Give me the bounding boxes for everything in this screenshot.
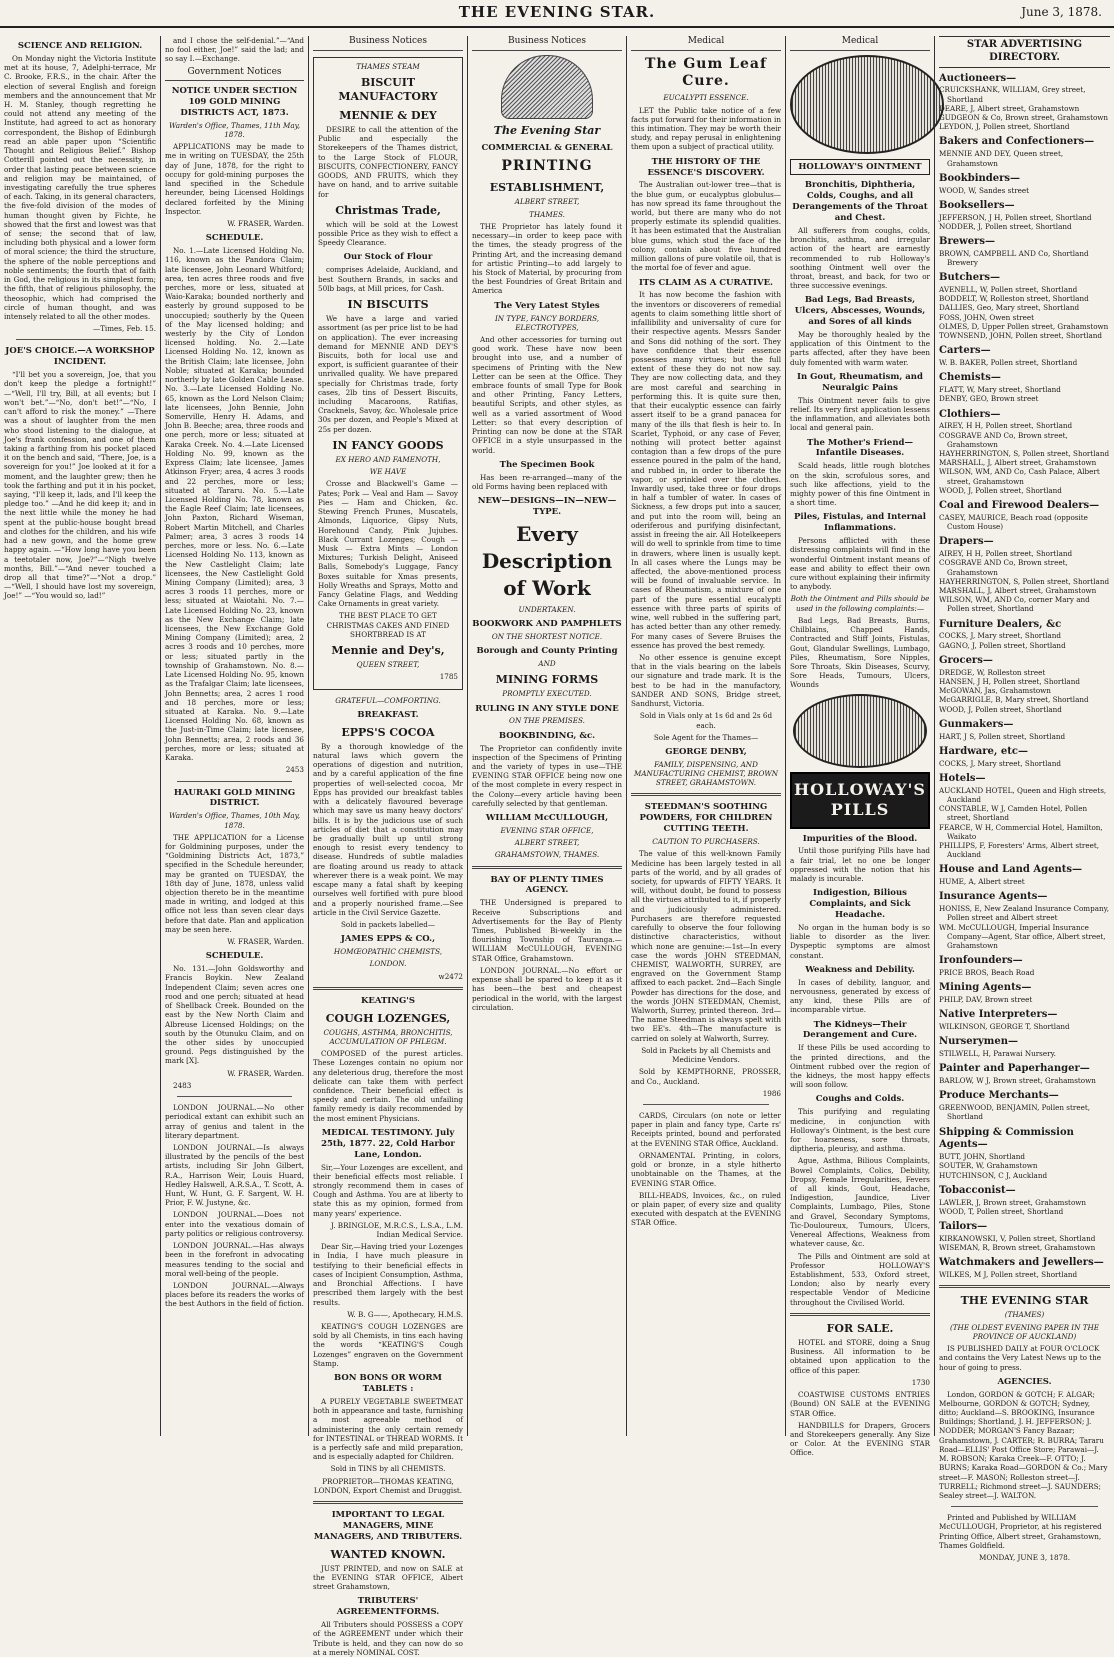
- steedman-caution: CAUTION TO PURCHASERS.: [652, 837, 760, 847]
- mennie-ref: 1785: [439, 672, 458, 682]
- biscuits-title: IN BISCUITS: [347, 297, 429, 311]
- directory-entry: PHILLIPS, F, Foresters' Arms, Albert street, Auckland: [939, 840, 1100, 860]
- directory-heading: Tailors—: [939, 1221, 988, 1233]
- directory-entry: DREDGE, W, Rolleston street: [939, 667, 1046, 677]
- directory-heading: Tobacconist—: [939, 1184, 1016, 1196]
- bronchitis-title: Bronchitis, Diphtheria, Colds, Coughs, and all Derangements of the Throat and Chest.: [792, 180, 928, 224]
- agent-title: FAMILY, DISPENSING, AND MANUFACTURING CHEMIST, BROWN STREET, GRAHAMSTOWN.: [633, 759, 779, 788]
- owner-street: ALBERT STREET,: [514, 838, 580, 848]
- column-1: [4, 36, 156, 1436]
- piles-text: Persons afflicted with these distressing complaints will find in the wonderful Ointment instant means of ease and ability to effect their own cure without explaining their infirmity to anybody.: [790, 536, 930, 592]
- keating-name: COUGH LOZENGES,: [325, 1011, 451, 1025]
- hauraki-schedule: SCHEDULE.: [205, 951, 264, 962]
- column-rule: [160, 36, 161, 1436]
- directory-entry: MENNIE AND DEY, Queen street, Grahamstown: [939, 149, 1064, 168]
- both-remedies: Both the Ointment and Pills should be used in the following complaints:—: [790, 594, 930, 613]
- mennie-close: Mennie and Dey's,: [331, 644, 445, 658]
- fancy-goods-text: Crosse and Blackwell's Game — Pates; Pork — Veal and Ham — Savoy Pies — Ham and Chicken, &c. Stewing French Prunes, Muscatels, Almonds, Liquorice, Gipsy Nuts, Horehound Candy, Pink Jujubes. Black Currant Lozenges; Cough — Musk — Extra Mints — London Mixtures; Turkish Delight, Aniseed Balls, Somebody's Luggage, Fancy Boxes suitable for Xmas presents, Holly Wreaths and Sprays, Motto and Fancy Gelatine Flags, and Wedding Cake Ornaments in great variety.: [318, 479, 458, 609]
- divider: [177, 781, 292, 782]
- business-notices-heading: Business Notices: [313, 36, 463, 51]
- london-journal-4: LONDON JOURNAL.—Has always been in the forefront in advocating measures tending to the social and moral well-being of the people.: [165, 1241, 304, 1278]
- directory-entry: CASEY, MAURICE, Beach road (opposite Custom House): [939, 512, 1088, 532]
- pills-engraving: [793, 694, 927, 768]
- gov-notices-heading: Government Notices: [165, 67, 304, 82]
- directory-heading: Grocers—: [939, 654, 993, 666]
- impurities-text: Until those purifying Pills have had a fair trial, let no one be longer oppressed with the notion that his malady is incurable.: [790, 846, 930, 884]
- address: ALBERT STREET,: [514, 197, 580, 207]
- steedman-title: STEEDMAN'S SOOTHING POWDERS, FOR CHILDREN CUTTING TEETH.: [639, 802, 773, 835]
- directory-heading: Painter and Paperhanger—: [939, 1063, 1090, 1075]
- divider: [177, 1096, 292, 1097]
- caution-text: No other essence is genuine except that in the vials bearing on the labels our signature and trade mark. It is the best to be had in the manufactory, SANDER AND SONS, Bridge street, Sandhurst, Victoria.: [631, 652, 781, 709]
- imprint: Printed and Published by WILLIAM McCULLOUGH, Proprietor, at his registered Printing Office, Albert street, Grahamstown, Thames Goldfield.: [939, 1513, 1102, 1550]
- directory-heading: Ironfounders—: [939, 955, 1023, 967]
- directory-heading: Shipping & Commission Agents—: [939, 1126, 1074, 1151]
- owner-town: GRAHAMSTOWN, THAMES.: [494, 850, 600, 860]
- ornamental-ad: ORNAMENTAL Printing, in colors, gold or bronze, in a style hitherto unobtainable on the Thames, at the EVENING STAR Office.: [631, 1150, 781, 1188]
- directory-heading: Chemists—: [939, 372, 1001, 384]
- science-text: On Monday night the Victoria Institute met at its house, 7, Adelphi-terrace, Mr C. Brooke, F.R.S., in the chair. After the election of several English and foreign members and the announcement that Mr H. M. Stanley, though regretting he could not attend any meeting of the Institute, had agreed to act as honorary correspondent, the Bishop of Edinburgh read an able paper upon “Scientific Thought and Religious Belief.” Bishop Cotterill pointed out the necessity, in order that lasting peace between science and religion may be maintained, of investigating carefully the true spheres of each. Taking, in its general characters, the five-fold division of the modes of human thought given by Fichte, he showed that the first and lowest was that of sense; the second that of law, including both physical and a lower form of moral science; the third the structure, the sphere of the noble perceptions and noble sentiments; the fourth that of faith in God, the religious in its simplest form; the fifth, that of religious philosophy, the theosophic, which had comprised the circle of human thought, and was intensely related to all the other modes.: [4, 53, 156, 321]
- flour-text: comprises Adelaide, Auckland, and best Southern Brands, in sacks and 50lb bags, at Mill prices, for Cash.: [318, 265, 458, 293]
- of-work-heading: of Work: [503, 575, 591, 600]
- cards-ad: CARDS, Circulars (on note or letter paper in plain and fancy type, Carte rs' Receipts printed, bound and perforated at the EVENING STAR Office, Auckland.: [631, 1111, 781, 1148]
- schedule-title: SCHEDULE.: [205, 233, 264, 244]
- directory-heading: Clothiers—: [939, 408, 1001, 420]
- for-sale: FOR SALE.: [826, 1321, 894, 1335]
- directory-entry: AIREY, H H, Pollen street, Shortland: [939, 549, 1073, 559]
- keating-testimony-2: Dear Sir,—Having tried your Lozenges in India, I have much pleasure in testifying to their beneficial effects in cases of Incipient Consumption, Asthma, and Bronchial Affections. I have prescribed them largely with the best results.: [313, 1242, 463, 1307]
- directory-entry: NODDER, J, Pollen street, Shortland: [939, 221, 1072, 231]
- directory-heading: Nurserymen—: [939, 1036, 1018, 1048]
- directory-heading: House and Land Agents—: [939, 864, 1082, 876]
- directory-entry: AIREY, H H, Pollen street, Shortland: [939, 421, 1073, 431]
- directory-entry: HONISS, E, New Zealand Insurance Company, Pollen street and Albert street: [939, 904, 1109, 923]
- pills-list: Ague, Asthma, Bilious Complaints, Bowel Complaints, Colics, Debility, Dropsy, Female Irregularities, Fevers of all kinds, Gout, Headache, Indigestion, Jaundice, Liver Complaints, Lumbago, Piles, Stone and Gravel, Secondary Symptoms, Tic-Douloureux, Tumours, Ulcers, Venereal Affections, Weakness from whatever cause, &c.: [790, 1156, 930, 1249]
- column-4: [472, 36, 622, 1436]
- hauraki-sign-2: W. FRASER, Warden.: [227, 1068, 304, 1078]
- directory-entry: PRICE BROS, Beach Road: [939, 968, 1035, 978]
- directory-heading: Bakers and Confectioners—: [939, 136, 1095, 148]
- evening-star-title: THE EVENING STAR: [960, 1294, 1089, 1308]
- christmas-text: which will be sold at the Lowest possible Price as they wish to effect a Speedy Clearance.: [318, 219, 458, 248]
- curative-text: It has now become the fashion with the inventors or discoverers of remedial agents to claim something little short of infallibility and universality of cure for their respective agents. Messrs Sander and Sons did nothing of the sort. They have confidence that their essence possesses many virtues; but the full extent of these they do not now say. They are now collecting data, and they are most careful and searching in performing this. It is quite sure then, that their eucalyptic essence can fairly assert itself to be a grand panacea for many of the ills that flesh is heir to. In Scarlet, Typhoid, or any case of Fever, nothing will protect better against contagion than a few drops of the pure essence poured in the palm of the hand, and rubbed in, in order to liberate the vapor, or sprinkled over the clothes. Inwardly used, take three or four drops in half a tumbler of water. In cases of Sickness, a few drops put into a saucer, and put into the room will, being an oderiferous and purifying disinfectant, assist in freeing the air. All Hotelkeepers will do well to sprinkle from time to time in drawers, where linen is usually kept. In all cases where the Lungs may be affected, the above-mentioned process will be found of invaluable service. In cases of Rheumatism, a mixture of one part of the pure essential eucalypti essence with three parts of spirits of wine, well rubbed in the suffering part, has acted better than any other remedy. For many cases of Severe Bruises the essence has proved the best remedy.: [631, 290, 781, 650]
- directory-entry: WOOD, T, Pollen street, Shortland: [939, 1206, 1064, 1216]
- directory-entry: AUCKLAND HOTEL, Queen and High streets, Auckland: [939, 785, 1107, 804]
- divider: [313, 987, 463, 990]
- owner-office: EVENING STAR OFFICE,: [500, 825, 594, 835]
- directory-entry: DALLIES, Geo, Mary street, Shortland: [939, 303, 1080, 313]
- divider: [16, 339, 144, 340]
- epps-name: EPPS'S COCOA: [341, 725, 435, 739]
- directory-heading: Coal and Firewood Dealers—: [939, 500, 1100, 512]
- directory-entry: FEARCE, W H, Commercial Hotel, Hamilton, Waikato: [939, 822, 1103, 841]
- bookwork: BOOKWORK AND PAMPHLETS: [472, 619, 622, 630]
- hauraki-schedule-text: No. 131.—John Goldsworthy and Francis Boykin. New Zealand Independent Claim; seven acres one rood and one perch; situated at head of Shellback Creek. Bounded on the east by the New North Claim and Albreuse Licensed Holdings; on the south by the Otunuku Claim, and on the other sides by unoccupied ground. Pegs distinguished by the mark [X].: [165, 964, 304, 1066]
- hauraki-sign: W. FRASER, Warden.: [227, 937, 304, 947]
- billheads-ad: BILL-HEADS, Invoices, &c., on ruled or plain paper, of every size and quality executed with despatch at the EVENING STAR Office.: [631, 1190, 781, 1228]
- agencies-title: AGENCIES.: [997, 1376, 1052, 1387]
- tributers-text: All Tributers should POSSESS a COPY of the AGREEMENT under which their Tribute is held, and they can now do so at a merely NOMINAL COST.: [313, 1620, 463, 1657]
- keating-doctor: J. BRINGLOE, M.R.C.S., L.S.A., L.M. Indian Medical Service.: [330, 1220, 463, 1240]
- fancy-goods-sub: EX HERO AND FAMENOTH,: [335, 454, 441, 464]
- latest-styles: The Very Latest Styles: [494, 300, 600, 311]
- miners-title: IMPORTANT TO LEGAL MANAGERS, MINE MANAGERS, AND TRIBUTERS.: [313, 1510, 463, 1542]
- science-source: —Times, Feb. 15.: [92, 324, 156, 334]
- directory-entry: WILKINSON, GEORGE T, Shortland: [939, 1022, 1070, 1032]
- science-title: SCIENCE AND RELIGION.: [17, 41, 143, 51]
- gum-leaf-title: The Gum Leaf Cure.: [644, 55, 768, 90]
- directory-entry: DEARE, J, Albert street, Grahamstown: [939, 103, 1080, 113]
- directory-heading: Booksellers—: [939, 199, 1015, 211]
- notice-title: NOTICE UNDER SECTION 109 GOLD MINING DISTRICTS ACT, 1873.: [171, 86, 298, 118]
- directory-heading: Butchers—: [939, 272, 1000, 284]
- handbills-ad: HANDBILLS for Drapers, Grocers and Storekeepers generally. Any Size or Color. At the EVENING STAR Office.: [790, 1420, 930, 1458]
- keating-testimony-text: Sir,—Your Lozenges are excellent, and their beneficial effects most reliable. I strongly recommend them in cases of Cough and Asthma. You are at liberty to state this as my opinion, formed from many years' experience.: [313, 1162, 463, 1218]
- joe-title: JOE'S CHOICE.—A WORKSHOP INCIDENT.: [5, 346, 155, 368]
- fancy-goods-title: IN FANCY GOODS: [332, 438, 444, 452]
- column-rule: [626, 36, 627, 1436]
- types-heading: IN TYPE, FANCY BORDERS, ELECTROTYPES,: [494, 313, 600, 332]
- history-text: The Australian out-lower tree—that is the blue gum, or eucalyptus globulus—has now spread its fame throughout the world, but there are many who do not properly estimate its splendid qualities. It has been estimated that the Australian blue gums, which stud the face of the colony, contain about five hundred million gallons of pure volatile oil, that is the mortal foe of fever and ague.: [631, 180, 781, 273]
- bookbinding: BOOKBINDING, &c.: [498, 730, 596, 741]
- directory-entry: CONSTABLE, W J, Camden Hotel, Pollen street, Shortland: [939, 804, 1088, 823]
- london-journal-1: LONDON JOURNAL.—No other periodical extant can exhibit such an array of genius and talent in the literary department.: [165, 1103, 304, 1140]
- holloway-sold: The Pills and Ointment are sold at Professor HOLLOWAY'S Establishment, 533, Oxford street, London; also by nearly every respectable Vendor of Medicine throughout the Civilised World.: [790, 1251, 930, 1307]
- coughs-title: Coughs and Colds.: [815, 1094, 905, 1105]
- hotel-ad: HOTEL and STORE, doing a Snug Business. All information to be obtained upon application to the office of this paper.: [790, 1337, 930, 1375]
- directory-entry: HART, J S, Pollen street, Shortland: [939, 731, 1066, 741]
- directory-heading: Drapers—: [939, 536, 994, 548]
- wanted-known: WANTED KNOWN.: [330, 1547, 446, 1561]
- mother-title: The Mother's Friend—Infantile Diseases.: [807, 437, 913, 459]
- medical-heading: Medical: [790, 36, 930, 51]
- wanted-text: JUST PRINTED, and now on SALE at the EVENING STAR OFFICE, Albert street Grahamstown,: [313, 1563, 463, 1592]
- worm-text: A PURELY VEGETABLE SWEETMEAT both in appearance and taste, furnishing a most agreeable method of administering the only certain remedy for INTESTINAL or THREAD WORMS. It is a perfectly safe and mild preparation, and is especially adapted for Children.: [313, 1396, 463, 1462]
- steedman-ref: 1986: [762, 1088, 781, 1098]
- directory-heading: Brewers—: [939, 235, 995, 247]
- indigestion-text: No organ in the human body is so liable to disorder as the liver. Dyspeptic symptoms are almost constant.: [790, 922, 930, 960]
- description-heading: Description: [481, 548, 613, 573]
- directory-heading: Hardware, etc—: [939, 745, 1028, 757]
- directory-entry: PHILP, DAV, Brown street: [939, 995, 1033, 1005]
- schedule-text: No. 1.—Late Licensed Holding No. 116, known as the Pandora Claim; late licensee, John Leonard Whitford; area, ten acres three roods and five perches, more or less, situated at Waio-Karaka; bounded northerly and easterly by ground supposed to be unoccupied; southerly by the Queen of the May licensed holding; and westerly by the City of London licensed holding. No. 2.—Late Licensed Holding No. 12, known as the British Claim; late licensee, John Noble; situated at Karaka; bounded northerly by late Golden Cable Lease. No. 3.—Late Licensed Holding No. 65, known as the Lord Nelson Claim; late licensees, John Bennie, John Somerville, Henry H. Adams, and John B. Beeche; area, three roods and one perch, more or less; situated at Karaka Creek. No. 4.—Late Licensed Holding No. 99, known as the Express Claim; late licensee, James Atkinson Fryer; area, 4 acres 3 roods and 22 perches, more or less; situated at Tararu. No. 5.—Late Licensed Holding No. 78, known as the Eagle Reef Claim; late licensees, John Paxton, Richard Wiseman, Robert Martin Mitchell, and Charles Palmer; area, 3 acres 3 roods 14 perches, more or less. No. 6.—Late Licensed Holding No. 113, known as the New Castlelight Claim; late licensees, the New Castlelight Gold Mining Company (Limited); area, 3 acres 3 roods 11 perches, more or less; situated at Waiotahi. No. 7.—Late Licensed Holding No. 23, known as the New Exchange Claim; late licensees, the New Exchange Gold Mining Company (Limited); area, 2 acres 3 roods and 10 perches, more or less; situated partly in the township of Grahamstown. No. 8.—Late Licensed Holding No. 95, known as the Trafalgar Claim; late licensees, John Bennetts; area, 2 acres 1 rood and 18 perches, more or less; situated at Karaka. No. 9.—Late Licensed Holding No. 68, known as the Just-in-Time Claim; late licensee, John Bennetts; area, 2 roods and 36 perches, more or less; situated at Karaka.: [165, 246, 304, 763]
- keating-close: KEATING'S COUGH LOZENGES are sold by all Chemists, in tins each having the words “KEATING'S Cough Lozenges” engraven on the Government Stamp.: [313, 1322, 463, 1368]
- directory-entry: SOUTER, W, Grahamstown: [939, 1161, 1038, 1171]
- divider: [472, 866, 622, 869]
- epps-sold: Sold in packets labelled—: [340, 919, 436, 929]
- directory-banner: STAR ADVERTISING DIRECTORY.: [939, 36, 1110, 68]
- directory-heading: Hotels—: [939, 772, 986, 784]
- london-journal-2: LONDON JOURNAL.—Is always illustrated by the pencils of the best artists, including Sir John Gilbert, R.A., Harrison Weir, Louis Huard, Hedley Halswell, A.R.S.A., T. Scott, A. Hunt, W. Hunt, G. F. Sargent, W. H. Prior, F. W. Justyne, &c.: [165, 1142, 304, 1208]
- hauraki-title: HAURAKI GOLD MINING DISTRICT.: [173, 787, 296, 809]
- column-2: [165, 36, 304, 1436]
- queen-street: QUEEN STREET,: [356, 660, 420, 670]
- epps-maker: JAMES EPPS & CO.,: [340, 934, 436, 945]
- directory-heading: Gunmakers—: [939, 718, 1014, 730]
- keating-text: COMPOSED of the purest articles. These Lozenges contain no opium nor any deleterious drug, therefore the most delicate can take them with perfect confidence. Their beneficial effect is speedy and certain. The old unfailing family remedy is daily recommended by the most eminent Physicians.: [313, 1049, 463, 1123]
- directory-entry: WOOD, J, Pollen street, Shortland: [939, 485, 1062, 495]
- divider: [313, 1501, 463, 1504]
- directory-entry: GUDGEON & Co, Brown street, Grahamstown: [939, 113, 1109, 123]
- directory-entry: HUTCHINSON, C J, Auckland: [939, 1170, 1048, 1180]
- customs-ad: COASTWISE CUSTOMS ENTRIES (Bound) ON SALE at the EVENING STAR Office.: [790, 1390, 930, 1418]
- printing-title: PRINTING: [501, 158, 593, 175]
- company-top: THAMES STEAM: [356, 61, 420, 71]
- directory-entry: TOWNSEND, JOHN, Pollen street, Shortland: [939, 331, 1102, 341]
- imprint-date: MONDAY, JUNE 3, 1878.: [978, 1553, 1071, 1563]
- divider: [790, 1313, 930, 1316]
- directory-entry: COCKS, J, Mary street, Shortland: [939, 758, 1061, 768]
- column-rule: [785, 36, 786, 1436]
- london-journal-5: LONDON JOURNAL.—Always places before its readers the works of the best Authors in the field of fiction.: [165, 1281, 304, 1309]
- medical-heading: Medical: [631, 36, 781, 51]
- masthead: [0, 0, 1114, 28]
- directory-entry: McGARRIGLE, B, Mary street, Shortland: [939, 695, 1089, 705]
- divider: [939, 1285, 1110, 1288]
- directory-entry: CRUICKSHANK, WILLIAM, Grey street, Shortland: [939, 85, 1086, 104]
- town: THAMES.: [529, 209, 565, 219]
- types-text: And other accessories for turning out good work. These have now been brought into use, and a number of specimens of Printing with the New Letter can be seen at the Office. They embrace founts of small Type for Book and other Printing, Fancy Letters, beautiful Scripts, and other styles, as well as a varied assortment of Wood Letter: so that every description of Printing can now be done at the STAR OFFICE in a style unsurpassed in the world.: [472, 334, 622, 455]
- epps-top: GRATEFUL—COMFORTING.: [335, 695, 441, 705]
- epps-text: By a thorough knowledge of the natural laws which govern the operations of digestion and nutrition, and by a careful application of the fine properties of well-selected cocoa, Mr Epps has provided our breakfast tables with a delicately flavoured beverage which may save us many heavy doctors' bills. It is by the judicious use of such articles of diet that a constitution may be gradually built up until strong enough to resist every tendency to disease. Hundreds of subtle maladies are floating around us ready to attack wherever there is a weak point. We may escape many a fatal shaft by keeping ourselves well fortified with pure blood and a properly nourished frame.—See article in the Civil Service Gazette.: [313, 741, 463, 917]
- directory-heading: Native Interpreters—: [939, 1009, 1058, 1021]
- gum-intro: LET the Public take notice of a few facts put forward for their information in this intimation. They may be worth their study, and repay perusal in enlightening them upon a subject of practical utility.: [631, 105, 781, 152]
- kidneys-title: The Kidneys—Their Derangement and Cure.: [802, 1019, 918, 1041]
- london-journal-3: LONDON JOURNAL.—Does not enter into the vexatious domain of party politics or religious controversy.: [165, 1210, 304, 1238]
- undertaken: UNDERTAKEN.: [518, 604, 576, 614]
- new-designs: NEW—DESIGNS—IN—NEW—TYPE.: [477, 496, 617, 517]
- masthead-date: June 3, 1878.: [1021, 5, 1102, 19]
- divider: [631, 793, 781, 796]
- specimen-book: The Specimen Book: [499, 459, 595, 470]
- epps-city: LONDON.: [369, 959, 407, 969]
- curative-title: ITS CLAIM AS A CURATIVE.: [638, 277, 774, 288]
- best-place: THE BEST PLACE TO GET CHRISTMAS CAKES AND FINED SHORTBREAD IS AT: [326, 611, 450, 639]
- directory-entry: HUME, A, Albert street: [939, 877, 1025, 887]
- company-owner: MENNIE & DEY: [339, 108, 437, 122]
- directory-entry: LAWLER, J, Brown street, Grahamstown: [939, 1197, 1087, 1207]
- hauraki-text: THE APPLICATION for a License for Goldmining purposes, under the “Goldmining Districts Act, 1873,” specified in the Schedule hereunder, may be granted on TUESDAY, the 18th day of June, 1878, unless valid objection thereto be in the meantime made in writing, and lodged at this office not less than seven clear days before that date. Plan and application may be seen here.: [165, 832, 304, 934]
- bop-text: THE Undersigned is prepared to Receive Subscriptions and Advertisements for the Bay of Plenty Times, Published Bi-weekly in the flourishing Township of Tauranga.—WILLIAM McCULLOUGH, EVENING STAR Office, Grahamstown.: [472, 898, 622, 963]
- directory-entry: COSGRAVE AND Co, Brown street, Grahamstown: [939, 430, 1068, 449]
- weakness-text: In cases of debility, languor, and nervousness, generated by excess of any kind, these Pills are of incomparable virtue.: [790, 977, 930, 1015]
- bop-title: BAY OF PLENTY TIMES AGENCY.: [490, 874, 604, 896]
- directory-entry: KIRKANOWSKI, V, Pollen street, Shortland: [939, 1233, 1096, 1243]
- directory-entry: BARLOW, W J, Brown street, Grahamstown: [939, 1076, 1096, 1086]
- complaints-list: Bad Legs, Bad Breasts, Burns, Chilblains, Chapped Hands, Contracted and Stiff Joints, Fistulas, Gout, Glandular Swellings, Lumbago, Piles, Rheumatism, Sore Nipples, Sore Throats, Skin Diseases, Scurvy, Sore Heads, Tumours, Ulcers, Wounds: [790, 615, 930, 690]
- keating-doctor-2: W. B. G——, Apothecary, H.M.S.: [347, 1309, 463, 1319]
- and-text: AND: [538, 659, 556, 669]
- schedule-ref: 2453: [285, 765, 304, 775]
- promptly-executed: PROMPTLY EXECUTED.: [502, 689, 592, 699]
- directory-entry: FLATT, W, Mary street, Shortland: [939, 385, 1061, 395]
- directory-entry: DENBY, GEO, Brown street: [939, 394, 1039, 404]
- directory-entry: GAGNO, J, Pollen street, Shortland: [939, 640, 1066, 650]
- directory-entry: WILSON, WM, AND Co, Cash Palace, Albert street, Grahamstown: [939, 467, 1100, 486]
- company-text: DESIRE to call the attention of the Public and especially the Storekeepers of the Thames district, to the Large Stock of FLOUR, BISCUITS, CONFECTIONERY, FANCY GOODS, AND FRUITS, which they have on hand, and to arrive suitable for: [318, 124, 458, 199]
- directory-entry: GREENWOOD, BENJAMIN, Pollen street, Shortland: [939, 1103, 1090, 1122]
- joe-text: “I'll bet you a sovereign, Joe, that you don't keep the pledge a fortnight!” —“Well, I'll try, Bill, at all events; but I won't bet.”—“No, don't bet!”—“No, I can't afford to risk the money.” —There was a shout of laughter from the men who stood listening to the dialogue, at Joe's frank confession, and one of them taking a farthing from his pocket placed it on the bench and said, “There, Joe, is a sovereign for you!” Joe looked at it for a moment, and the laughter grew; then he took the farthing and put it in his pocket, saying, “I'll keep it, lads, and I'll keep the pledge too.” —And he did keep it; and in the next little while the money he had spent at the public-house bought bread and clothes for the children, and his wife had a new gown, and the home grew happy again. —“How long have you been a teetotaler now, Joe?”—“Nigh twelve months, Bill.”—“And never touched a drop all that time?”—“Not a drop.” —“Well, I should have lost my sovereign, Joe!” —“You would so, lad!”: [4, 370, 156, 601]
- christmas-trade: Christmas Trade,: [335, 203, 441, 217]
- sole-agent: Sole Agent for the Thames—: [653, 732, 759, 742]
- evening-star-sub: (THE OLDEST EVENING PAPER IN THE PROVINCE OF AUCKLAND): [949, 1322, 1100, 1341]
- evening-star-place: (THAMES): [1004, 1310, 1045, 1320]
- coughs-text: This purifying and regulating medicine, in conjunction with Holloway's Ointment, is the best cure for hoarseness, sore throats, diptheria, pleurisy, and asthma.: [790, 1107, 930, 1154]
- gout-title: In Gout, Rheumatism, and Neuralgic Pains: [797, 371, 923, 393]
- directory-entry: McGOWAN, Jas, Grahamstown: [939, 686, 1051, 696]
- directory-entry: AVENELL, W, Pollen street, Shortland: [939, 285, 1078, 294]
- directory-heading: Mining Agents—: [939, 982, 1032, 994]
- epps-ref: w2472: [438, 971, 463, 981]
- column-rule: [934, 36, 935, 1436]
- ointment-engraving: [790, 55, 944, 154]
- hotel-ref: 1730: [911, 1377, 930, 1387]
- hauraki-office: Warden's Office, Thames, 10th May, 1878.: [168, 811, 301, 830]
- directory-entry: WM. McCULLOUGH, Imperial Insurance Company—Agent, Star office, Albert street, Grahamstown: [939, 922, 1106, 951]
- directory-entry: FOSS, JOHN, Owen street: [939, 312, 1034, 322]
- impurities-title: Impurities of the Blood.: [802, 833, 918, 844]
- notice-office: Warden's Office, Thames, 11th May, 1878.: [168, 120, 301, 140]
- legs-text: May be thoroughly healed by the application of this Ointment to the parts affected, after they have been duly fomented with warm water.: [790, 330, 930, 367]
- directory-heading: Produce Merchants—: [939, 1090, 1059, 1102]
- shortest-notice: ON THE SHORTEST NOTICE.: [491, 631, 603, 641]
- coat-of-arms-engraving: [501, 55, 593, 119]
- commercial-general: COMMERCIAL & GENERAL: [481, 142, 613, 153]
- directory-entry: WILSON, WM, AND Co, corner Mary and Pollen street, Shortland: [939, 595, 1090, 614]
- bronchitis-text: All sufferers from coughs, colds, bronchitis, asthma, and irregular action of the heart are earnestly recommended to rub Holloway's soothing Ointment well over the throat, breast, and back, for two or three successive evenings.: [790, 225, 930, 291]
- directory-entry: WOOD, W, Sandes street: [939, 185, 1030, 195]
- business-notices-heading: Business Notices: [472, 36, 622, 51]
- directory-entry: BROWN, CAMPBELL AND Co, Shortland Brewery: [939, 248, 1089, 267]
- sold-vials: Sold in Vials only at 1s 6d and 2s 6d each.: [639, 711, 773, 730]
- directory-entry: MARSHALL, J, Albert street, Grahamstown: [939, 458, 1097, 468]
- divider: [643, 1104, 769, 1105]
- steedman-sold: Sold in Packets by all Chemists and Medicine Vendors.: [641, 1045, 771, 1065]
- company-name: BISCUIT MANUFACTORY: [338, 75, 438, 103]
- directory-entry: OLMES, D, Upper Pollen street, Grahamstown: [939, 321, 1109, 331]
- directory-heading: Bookbinders—: [939, 172, 1021, 184]
- london-journal-ad: LONDON JOURNAL.—No effort or expense shall be spared to keep it as it has been—the best and cheapest periodical in the world, with the largest circulation.: [472, 965, 622, 1012]
- directory-entry: W. B. BAKER, Pollen street, Shortland: [939, 358, 1078, 368]
- hauraki-ref: 2483: [173, 1080, 192, 1090]
- directory-entry: WOOD, J, Pollen street, Shortland: [939, 704, 1062, 714]
- directory-entry: LEYDON, J, Pollen street, Shortland: [939, 122, 1070, 132]
- establishment: ESTABLISHMENT,: [489, 181, 605, 195]
- weakness-title: Weakness and Debility.: [805, 964, 915, 975]
- notice-text: APPLICATIONS may be made to me in writing on TUESDAY, the 25th day of June, 1878, for the right to occupy for gold-mining purposes the land specified in the Schedule hereunder, being Licensed Holdings declared forfeited by the Mining Inspector.: [165, 142, 304, 216]
- directory-entry: JEFFERSON, J H, Pollen street, Shortland: [939, 212, 1092, 222]
- directory-heading: Auctioneers—: [939, 72, 1017, 84]
- printing-intro: THE Proprietor has lately found it necessary—in order to keep pace with the times, the steady progress of the Printing Art, and the increasing demand for artistic Printing—to add largely to his Stock of Material, by procuring from the best Foundries of Great Britain and America: [472, 221, 622, 296]
- column-rule: [467, 36, 468, 1436]
- directory-entry: WISEMAN, R, Brown street, Grahamstown: [939, 1243, 1096, 1253]
- notice-sign: W. FRASER, Warden.: [227, 218, 304, 228]
- column-6: [790, 36, 930, 1458]
- biscuits-text: We have a large and varied assortment (as per price list to be had on application). The ever increasing demand for MENNIE AND DEY'S Biscuits, both for local use and export, is sufficient guarantee of their unrivalled quality. We have prepared specially for Christmas trade, forty cases, 2lb tins of Dessert Biscuits, including Macaroons, Ratifias, Cracknels, Savoy, &c. Wholesale price 30s per dozen, and People's Mixed at 25s per dozen.: [318, 314, 458, 434]
- divider: [951, 1506, 1098, 1507]
- history-title: THE HISTORY OF THE ESSENCE'S DISCOVERY.: [647, 156, 765, 178]
- directory-entry: COSGRAVE AND Co, Brown street, Grahamstown: [939, 558, 1068, 577]
- column-3: [313, 36, 463, 1657]
- directory-heading: Carters—: [939, 345, 991, 357]
- every-heading: Every: [516, 521, 578, 546]
- borough-printing: Borough and County Printing: [476, 646, 618, 657]
- piles-title: Piles, Fistulas, and Internal Inflammations.: [793, 512, 927, 534]
- column-5: [631, 36, 781, 1436]
- worm-title: BON BONS OR WORM TABLETS :: [334, 1373, 442, 1394]
- agent-name: GEORGE DENBY,: [665, 746, 747, 757]
- pills-label: HOLLOWAY'S PILLS: [790, 772, 930, 829]
- column-7: [939, 36, 1110, 1563]
- mennie-dey-advert: [313, 57, 463, 690]
- worm-proprietor: PROPRIETOR—THOMAS KEATING, LONDON, Export Chemist and Druggist.: [313, 1476, 463, 1495]
- worm-sold: Sold in TINS by all CHEMISTS.: [330, 1464, 446, 1474]
- fancy-goods-have: WE HAVE: [369, 467, 407, 477]
- indigestion-title: Indigestion, Bilious Complaints, and Sick Headache.: [809, 888, 911, 921]
- column-rule: [308, 36, 309, 1436]
- mining-forms: MINING FORMS: [495, 673, 599, 687]
- joe-continued: and I chose the self-denial.”—“And no fool either, Joe!” said the lad; and so say I.—Exchange.: [165, 36, 304, 64]
- directory-entry: COCKS, J, Mary street, Shortland: [939, 631, 1061, 641]
- steedman-text: The value of this well-known Family Medicine has been largely tested in all parts of the world, and by all grades of society, for upwards of FIFTY YEARS. It will, without doubt, be found to possess all the virtues attributed to it, if properly and judiciously administered. Purchasers are therefore requested carefully to observe the four following distinctive characteristics, without which none are genuine:—1st—In every case the words JOHN STEEDMAN, CHEMIST, WALWORTH, SURREY, are engraved on the Government Stamp affixed to each packet. 2nd—Each Single Powder has directions for the dose, and the words JOHN STEEDMAN, Chemist, Walworth, Surrey, printed thereon. 3rd—The name Steedman is always spelt with two EE's. 4th—The manufacture is carried on solely at Walworth, Surrey.: [631, 849, 781, 1043]
- legs-title: Bad Legs, Bad Breasts, Ulcers, Abscesses, Wounds, and Sores of all kinds: [794, 295, 926, 328]
- directory-heading: Furniture Dealers, &c: [939, 618, 1062, 630]
- kidneys-text: If these Pills be used according to the printed directions, and the Ointment rubbed over the region of the kidneys, the most happy effects will soon follow.: [790, 1043, 930, 1090]
- steedman-agent: Sold by KEMPTHORNE, PROSSER, and Co., Auckland.: [631, 1067, 781, 1086]
- tributers-title: TRIBUTERS' AGREEMENTFORMS.: [336, 1596, 440, 1618]
- directory-entry: MARSHALL, J, Albert street, Grahamstown: [939, 586, 1097, 596]
- owner-name: WILLIAM McCULLOUGH,: [485, 813, 609, 824]
- mother-text: Scald heads, little rough blotches on the skin, scrofulous sores, and such like affections, yield to the mighty power of this fine Ointment in a short time.: [790, 461, 930, 508]
- directory-list: [939, 73, 1110, 1280]
- printing-closing: The Proprietor can confidently invite inspection of the Specimens of Printing and the variety of types in use—THE EVENING STAR OFFICE being now one of the most complete in every respect in the Colony—every article having been carefully selected by that gentleman.: [472, 743, 622, 808]
- keating-for: COUGHS, ASTHMA, BRONCHITIS, ACCUMULATION OF PHLEGM.: [323, 1027, 453, 1046]
- paper-name: The Evening Star: [493, 123, 601, 137]
- agencies-text: London, GORDON & GOTCH; F. ALGAR; Melbourne, GORDON & GOTCH; Sydney, ditto; Auckland—S. BROOKING, Insurance Buildings; Shortland, J. H. JEFFERSON; J. NODDER; MORGAN'S Fancy Bazaar; Grahamstown, J. CARTER; R. BURRA; Tararu Road—ELLIS' Post Office Store; Parawai—J. M. ROBSON; Karaka Creek—F. OTTO; J. BURNS; Karaka Road—GORDON & Co.; Mary street—F. MASON; Rolleston street—J. TURRELL; Richmond street—J. SAUNDERS; Sealey street—J. WALTON.: [939, 1389, 1108, 1500]
- keating-top: KEATING'S: [360, 995, 416, 1006]
- directory-entry: HAYHERRINGTON, S, Pollen street, Shortland: [939, 449, 1110, 459]
- epps-breakfast: BREAKFAST.: [357, 709, 419, 720]
- directory-heading: Watchmakers and Jewellers—: [939, 1257, 1104, 1269]
- specimen-text: Has been re-arranged—many of the old Forms having been replaced with: [472, 472, 622, 491]
- directory-entry: HAYHERRINGTON, S, Pollen street, Shortland: [939, 576, 1110, 586]
- epps-chemists: HOMŒOPATHIC CHEMISTS,: [333, 947, 443, 957]
- directory-entry: BODDELT, W, Rolleston street, Shortland: [939, 294, 1089, 304]
- directory-entry: WILKES, M J, Pollen street, Shortland: [939, 1270, 1078, 1280]
- directory-entry: BUTT, JOHN, Shortland: [939, 1152, 1026, 1162]
- directory-entry: STILWELL, H, Parawai Nursery.: [939, 1049, 1056, 1059]
- directory-heading: Insurance Agents—: [939, 891, 1048, 903]
- premises: ON THE PREMISES.: [509, 716, 585, 726]
- gout-text: This Ointment never fails to give relief. Its very first application lessens the inflammation, and alleviates both local and general pain.: [790, 395, 930, 433]
- masthead-title: THE EVENING STAR.: [458, 3, 656, 21]
- directory-entry: HANSEN, J H, Pollen street, Shortland: [939, 676, 1080, 686]
- evening-star-text: IS PUBLISHED DAILY at FOUR O'CLOCK and contains the Very Latest News up to the hour of going to press.: [939, 1344, 1101, 1372]
- ruling: RULING IN ANY STYLE DONE: [475, 703, 619, 714]
- flour-title: Our Stock of Flour: [343, 252, 433, 263]
- gum-leaf-sub: EUCALYPTI ESSENCE.: [663, 93, 749, 103]
- ointment-label: HOLLOWAY'S OINTMENT: [790, 159, 930, 176]
- keating-testimony: MEDICAL TESTIMONY. July 25th, 1877. 22, Cold Harbor Lane, London.: [321, 1127, 455, 1160]
